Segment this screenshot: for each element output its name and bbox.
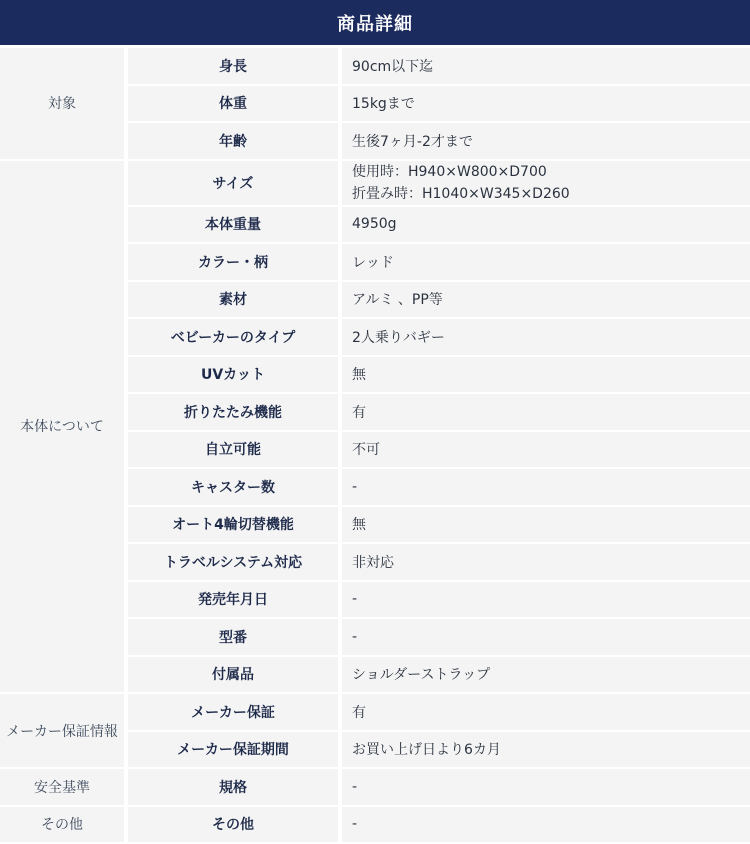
spec-label: 身長 bbox=[128, 48, 342, 84]
spec-label: 年齢 bbox=[128, 123, 342, 159]
spec-value bbox=[342, 161, 750, 205]
spec-value: 非対応 bbox=[342, 544, 750, 580]
spec-label: 自立可能 bbox=[128, 432, 342, 468]
spec-label: 本体重量 bbox=[128, 207, 342, 243]
spec-label: 発売年月日 bbox=[128, 582, 342, 618]
spec-value: 無 bbox=[342, 507, 750, 543]
spec-value: 有 bbox=[342, 694, 750, 730]
spec-value: 2人乗りバギー bbox=[342, 319, 750, 355]
table-row bbox=[0, 807, 750, 843]
spec-value: 生後7ヶ月-2才まで bbox=[342, 123, 750, 159]
spec-value: - bbox=[342, 469, 750, 505]
spec-label: メーカー保証期間 bbox=[128, 732, 342, 768]
spec-value: レッド bbox=[342, 244, 750, 280]
spec-label: サイズ bbox=[128, 161, 342, 205]
product-details-table bbox=[0, 46, 750, 844]
spec-value: 90cm以下迄 bbox=[342, 48, 750, 84]
spec-label: UVカット bbox=[128, 357, 342, 393]
spec-label: トラベルシステム対応 bbox=[128, 544, 342, 580]
spec-label: 折りたたみ機能 bbox=[128, 394, 342, 430]
spec-value: 有 bbox=[342, 394, 750, 430]
spec-value: - bbox=[342, 769, 750, 805]
spec-value: - bbox=[342, 807, 750, 843]
spec-value: 15kgまで bbox=[342, 86, 750, 122]
spec-label: 型番 bbox=[128, 619, 342, 655]
page-title: 商品詳細 bbox=[0, 0, 750, 45]
spec-value: 無 bbox=[342, 357, 750, 393]
spec-label: その他 bbox=[128, 807, 342, 843]
spec-value: アルミ 、PP等 bbox=[342, 282, 750, 318]
spec-label: メーカー保証 bbox=[128, 694, 342, 730]
size-folded: 折畳み時：H1040×W345×D260 bbox=[352, 185, 570, 202]
category-cell: 対象 bbox=[0, 48, 128, 159]
spec-value: 不可 bbox=[342, 432, 750, 468]
spec-value: - bbox=[342, 619, 750, 655]
table-row bbox=[0, 694, 750, 730]
category-cell: メーカー保証情報 bbox=[0, 694, 128, 767]
spec-label: 規格 bbox=[128, 769, 342, 805]
spec-value: - bbox=[342, 582, 750, 618]
category-cell: 安全基準 bbox=[0, 769, 128, 805]
spec-value: 4950g bbox=[342, 207, 750, 243]
table-row bbox=[0, 161, 750, 205]
spec-label: カラー・柄 bbox=[128, 244, 342, 280]
table-row bbox=[0, 769, 750, 805]
spec-label: オート4輪切替機能 bbox=[128, 507, 342, 543]
spec-label: 体重 bbox=[128, 86, 342, 122]
spec-label: 付属品 bbox=[128, 657, 342, 693]
spec-label: 素材 bbox=[128, 282, 342, 318]
table-row bbox=[0, 48, 750, 84]
spec-value: ショルダーストラップ bbox=[342, 657, 750, 693]
category-cell: 本体について bbox=[0, 161, 128, 693]
spec-label: キャスター数 bbox=[128, 469, 342, 505]
size-in-use: 使用時：H940×W800×D700 bbox=[352, 163, 547, 180]
spec-label: ベビーカーのタイプ bbox=[128, 319, 342, 355]
spec-value: お買い上げ日より6カ月 bbox=[342, 732, 750, 768]
category-cell: その他 bbox=[0, 807, 128, 843]
